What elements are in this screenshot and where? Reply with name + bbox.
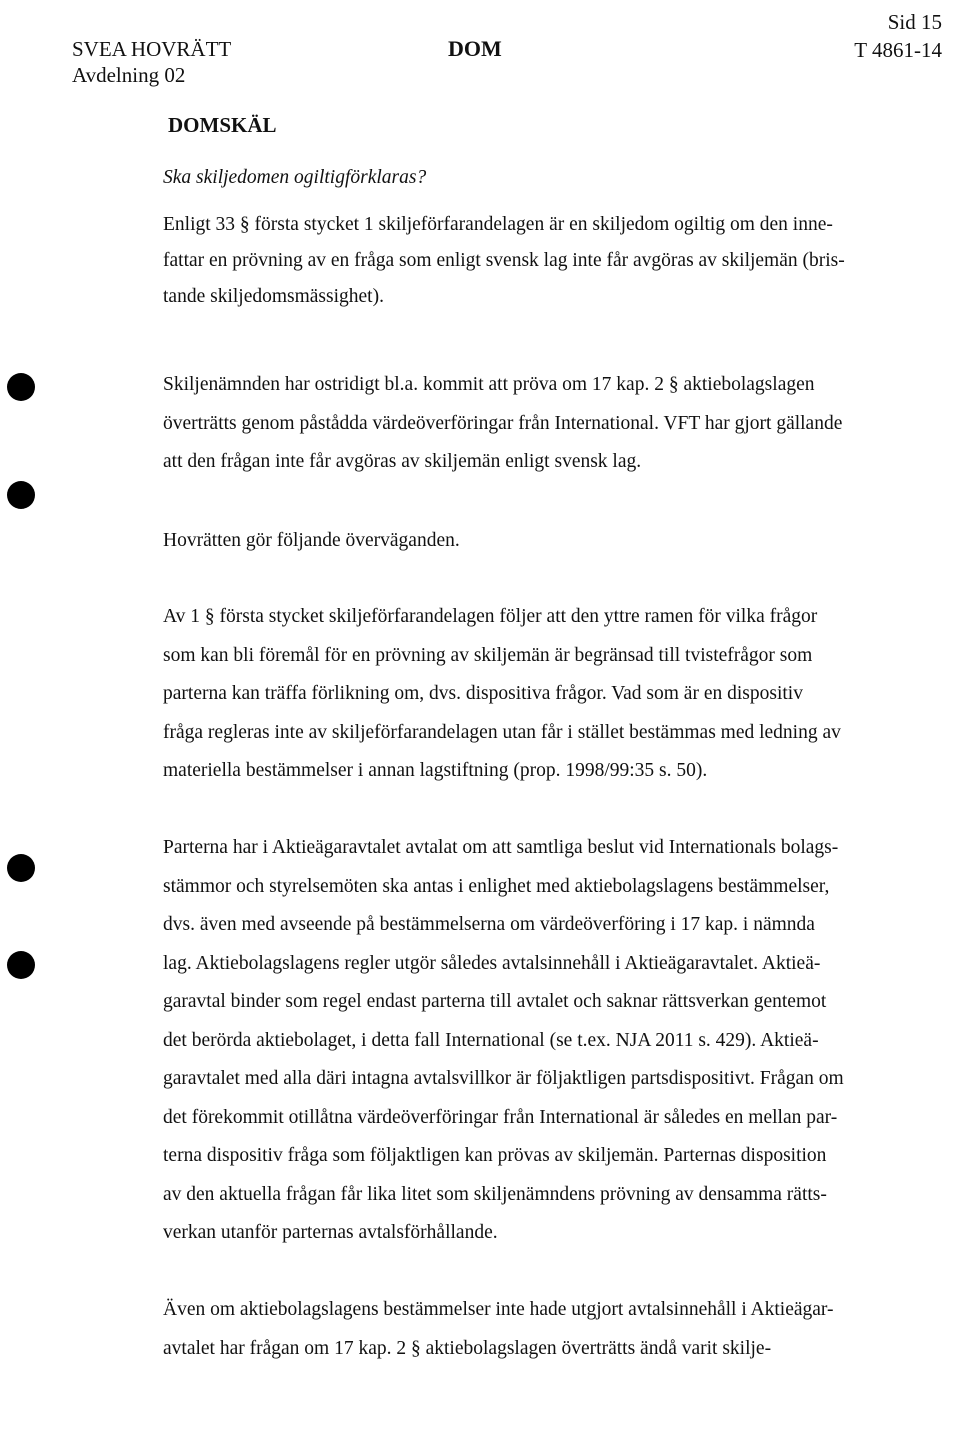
punch-hole-mark [7,373,35,401]
court-name: SVEA HOVRÄTT [72,37,232,61]
text-line: terna dispositiv fråga som följaktligen kan prövas av skiljemän. Parternas disposition [163,1145,827,1166]
text-line: dvs. även med avseende på bestämmelserna om värdeöverföring i 17 kap. i nämnda [163,914,815,935]
text-line: stämmor och styrelsemöten ska antas i enlighet med aktiebolagslagens bestämmelser, [163,875,830,897]
text-line: Även om aktiebolagslagens bestämmelser inte hade utgjort avtalsinnehåll i Aktieägar- [163,1299,834,1320]
text-line: avtalet har frågan om 17 kap. 2 § aktiebolagslagen överträtts ändå varit skilje- [163,1337,772,1359]
text-line: fattar en prövning av en fråga som enligt svensk lag inte får avgöras av skiljemän (bris- [163,250,845,271]
text-line: överträtts genom påstådda värdeöverföringar från International. VFT har gjort gällande [163,412,843,434]
text-line: materiella bestämmelser i annan lagstiftning (prop. 1998/99:35 s. 50). [163,760,708,781]
punch-hole-mark [7,951,35,979]
paragraph-5 [163,829,933,1253]
paragraph-1 [163,207,933,315]
case-number: T 4861-14 [854,38,942,62]
paragraph-2 [163,366,933,482]
text-line: det berörda aktiebolaget, i detta fall International (se t.ex. NJA 2011 s. 429). Aktieä- [163,1029,819,1051]
page-info [854,8,942,64]
text-line: tande skiljedomsmässighet). [163,286,384,307]
text-line: verkan utanför parternas avtalsförhållande. [163,1222,498,1243]
text-line: som kan bli föremål för en prövning av skiljemän är begränsad till tvistefrågor som [163,644,813,666]
question-heading: Ska skiljedomen ogiltigförklaras? [163,167,427,188]
text-line: Hovrätten gör följande överväganden. [163,530,460,551]
paragraph-3 [163,522,933,561]
text-line: parterna kan träffa förlikning om, dvs. dispositiva frågor. Vad som är en dispositiv [163,683,803,704]
division-name: Avdelning 02 [72,63,186,87]
text-line: fråga regleras inte av skiljeförfarandelagen utan får i stället bestämmas med ledning av [163,721,841,743]
court-header [72,36,231,88]
text-line: lag. Aktiebolagslagens regler utgör således avtalsinnehåll i Aktieägaravtalet. Aktieä- [163,952,821,974]
document-type: DOM [448,36,502,61]
paragraph-4 [163,598,933,791]
page-number: Sid 15 [887,10,942,34]
text-line: det förekommit otillåtna värdeöverföringar från International är således en mellan par- [163,1106,838,1128]
punch-hole-mark [7,854,35,882]
text-line: av den aktuella frågan får lika litet som skiljenämndens prövning av densamma rätts- [163,1183,827,1205]
text-line: Av 1 § första stycket skiljeförfarandelagen följer att den yttre ramen för vilka frågor [163,606,818,627]
punch-hole-mark [7,481,35,509]
text-line: Skiljenämnden har ostridigt bl.a. kommit att pröva om 17 kap. 2 § aktiebolagslagen [163,374,815,395]
section-title: DOMSKÄL [168,113,277,137]
text-line: garavtalet med alla däri intagna avtalsvillkor är följaktligen partsdispositivt. Frågan om [163,1068,844,1089]
text-line: Parterna har i Aktieägaravtalet avtalat om att samtliga beslut vid Internationals bolags- [163,837,839,858]
text-line: garavtal binder som regel endast parterna till avtalet och saknar rättsverkan gentemot [163,991,827,1012]
text-line: Enligt 33 § första stycket 1 skiljeförfarandelagen är en skiljedom ogiltig om den inne- [163,214,833,235]
text-line: att den frågan inte får avgöras av skiljemän enligt svensk lag. [163,451,642,472]
paragraph-6 [163,1291,933,1368]
